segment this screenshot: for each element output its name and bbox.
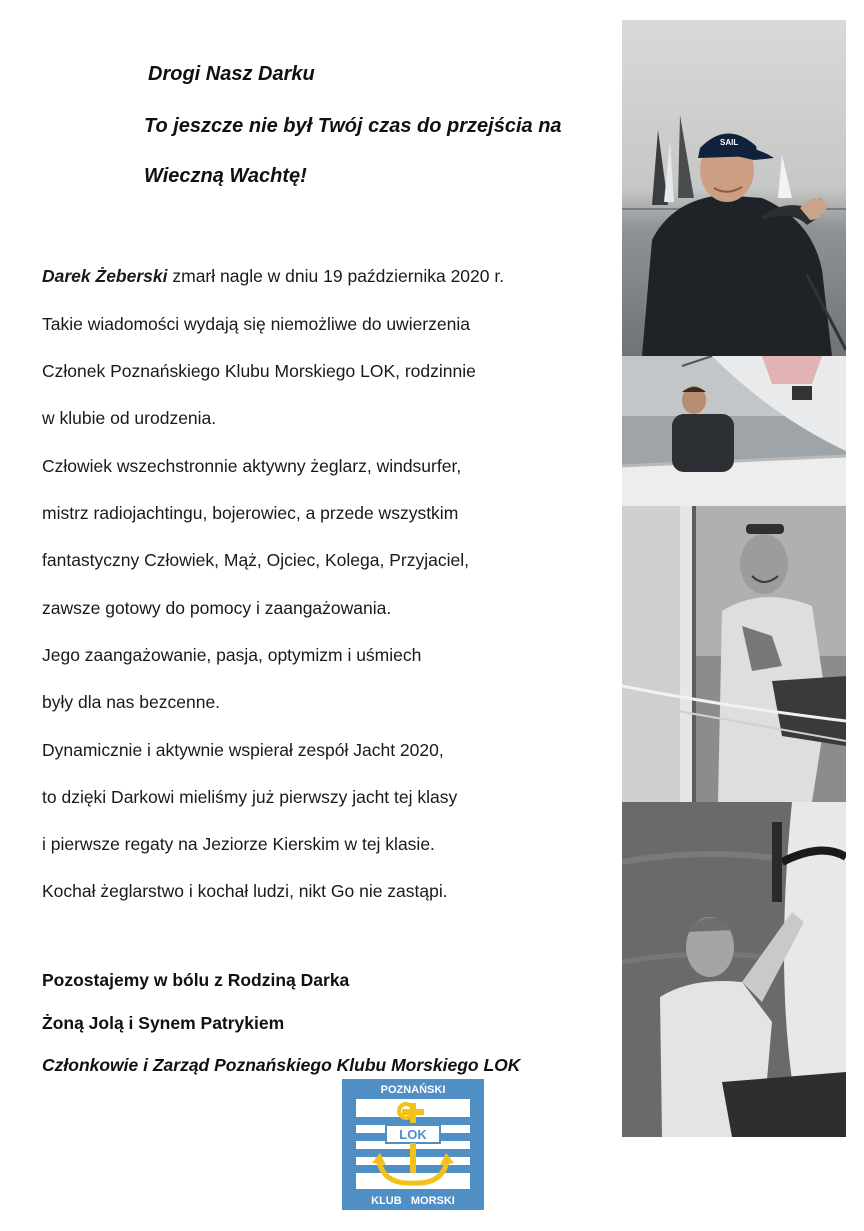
logo-center-text: LOK: [399, 1127, 427, 1142]
body-line: Członek Poznańskiego Klubu Morskiego LOK, rodzinnie: [42, 361, 476, 381]
heading-line-3: Wieczną Wachtę!: [144, 165, 307, 187]
closing-line-1: Pozostajemy w bólu z Rodziną Darka: [42, 970, 350, 990]
logo-top-text: POZNAŃSKI: [380, 1084, 446, 1096]
photo-bw-windsurfer: [622, 802, 846, 1137]
body-line: mistrz radiojachtingu, bojerowiec, a przede wszystkim: [42, 503, 459, 523]
closing-signature: Członkowie i Zarząd Poznańskiego Klubu Morskiego LOK: [42, 1055, 521, 1075]
body-line-1: [42, 265, 504, 287]
heading-line-2: To jeszcze nie był Twój czas do przejścia na: [144, 115, 562, 137]
body-line: Dynamicznie i aktywnie wspierał zespół Jacht 2020,: [42, 740, 444, 760]
body-line: Jego zaangażowanie, pasja, optymizm i uśmiech: [42, 645, 422, 665]
body-line: zawsze gotowy do pomocy i zaangażowania.: [42, 598, 392, 618]
body-line: Człowiek wszechstronnie aktywny żeglarz, windsurfer,: [42, 456, 462, 476]
photo-waving-sailor: [622, 20, 846, 356]
photo-bw-sailor-smiling: [622, 506, 846, 802]
body-line: w klubie od urodzenia.: [42, 408, 217, 428]
body-line: to dzięki Darkowi mieliśmy już pierwszy jacht tej klasy: [42, 787, 458, 807]
body-line: fantastyczny Człowiek, Mąż, Ojciec, Kolega, Przyjaciel,: [42, 550, 469, 570]
deceased-name: Darek Żeberski: [42, 266, 168, 286]
photo-dinghy-sailor: [622, 356, 846, 506]
body-line-1-rest: zmarł nagle w dniu 19 października 2020 r.: [167, 266, 505, 286]
closing-line-2: Żoną Jolą i Synem Patrykiem: [42, 1013, 285, 1033]
cap-logo-text: SAIL: [720, 138, 739, 147]
body-line: Kochał żeglarstwo i kochał ludzi, nikt Go nie zastąpi.: [42, 881, 448, 901]
body-line: i pierwsze regaty na Jeziorze Kierskim w tej klasie.: [42, 834, 435, 854]
logo-bottom-text: KLUB MORSKI: [371, 1195, 455, 1207]
body-line: były dla nas bezcenne.: [42, 692, 221, 712]
heading-line-1: Drogi Nasz Darku: [148, 63, 315, 85]
body-line: Takie wiadomości wydają się niemożliwe do uwierzenia: [42, 314, 470, 334]
club-logo: [342, 1079, 484, 1210]
